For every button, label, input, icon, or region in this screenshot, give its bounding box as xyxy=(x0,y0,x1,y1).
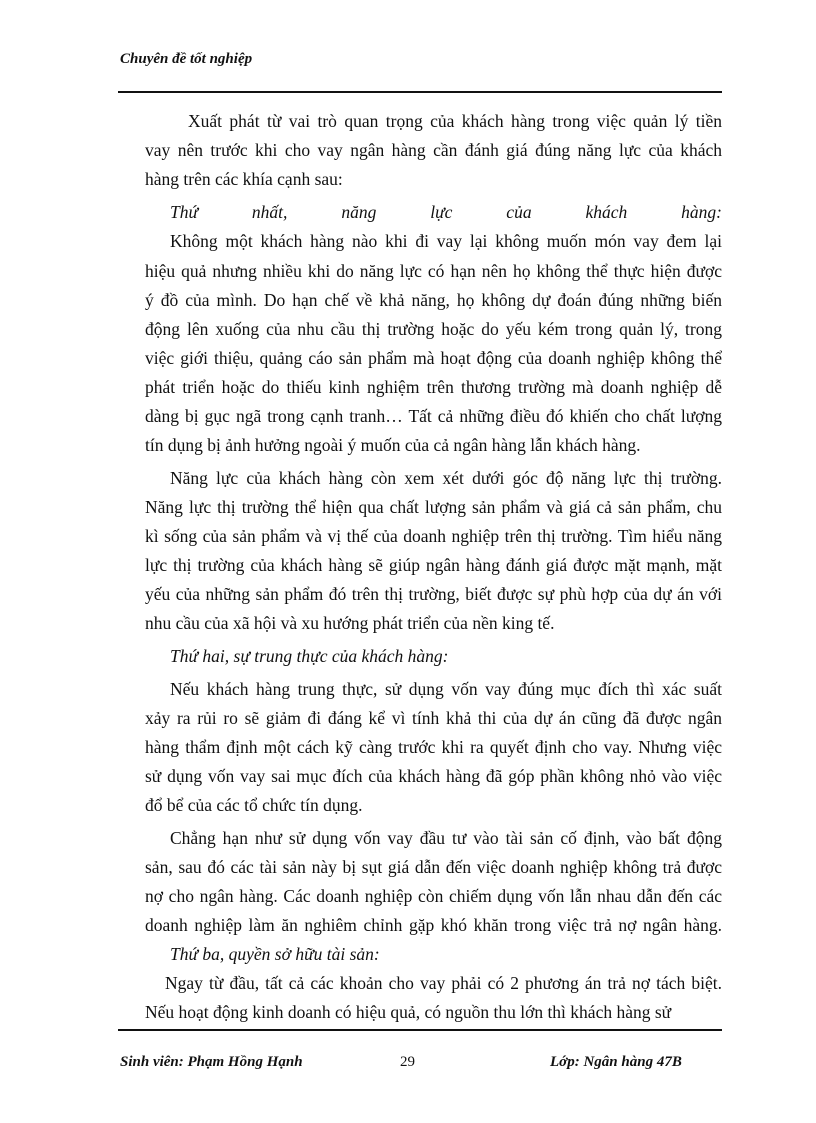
page-number: 29 xyxy=(400,1054,415,1070)
text-line: hàng trên các khía cạnh sau: xyxy=(145,169,343,189)
footer-class: Lớp: Ngân hàng 47B xyxy=(550,1054,682,1070)
text-line: xảy ra rủi ro sẽ giảm đi đáng kể vì tính khả thi của dự án cũng đã được ngân xyxy=(145,708,722,728)
section-heading: Thứ nhất, năng lực của khách hàng: xyxy=(170,202,722,222)
footer-student: Sinh viên: Phạm Hồng Hạnh xyxy=(120,1054,303,1070)
header-title: Chuyên đề tốt nghiệp xyxy=(120,51,253,67)
footer-rule xyxy=(118,1029,722,1031)
text-line: hiệu quả nhưng nhiều khi do năng lực có hạn nên họ không thể thực hiện được xyxy=(145,261,722,281)
section-heading: Thứ hai, sự trung thực của khách hàng: xyxy=(170,646,449,666)
text-line: Ngay từ đầu, tất cả các khoản cho vay phải có 2 phương án trả nợ tách biệt. xyxy=(165,973,722,993)
text-line: Nếu khách hàng trung thực, sử dụng vốn vay đúng mục đích thì xác suất xyxy=(170,679,722,699)
text-line: nhu cầu của xã hội và xu hướng phát triển của nền king tế. xyxy=(145,613,555,633)
text-line: Chẳng hạn như sử dụng vốn vay đầu tư vào tài sản cố định, vào bất động xyxy=(170,828,722,848)
text-line: tín dụng bị ảnh hưởng ngoài ý muốn của cả ngân hàng lẫn khách hàng. xyxy=(145,435,641,455)
text-line: hàng thẩm định một cách kỹ càng trước khi ra quyết định cho vay. Nhưng việc xyxy=(145,737,722,757)
text-line: ý đồ của mình. Do hạn chế về khả năng, họ không dự đoán đúng những biến xyxy=(145,290,722,310)
text-line: phát triển hoặc do thiếu kinh nghiệm trên thương trường mà doanh nghiệp dễ xyxy=(145,377,722,397)
text-line: Không một khách hàng nào khi đi vay lại không muốn món vay đem lại xyxy=(170,231,722,251)
text-line: dàng bị gục ngã trong cạnh tranh… Tất cả những điều đó khiến cho chất lượng xyxy=(145,406,722,426)
text-line: doanh nghiệp làm ăn nghiêm chỉnh gặp khó khăn trong việc trả nợ ngân hàng. xyxy=(145,915,722,935)
text-line: nợ cho ngân hàng. Các doanh nghiệp còn chiếm dụng vốn lẫn nhau dẫn đến các xyxy=(145,886,722,906)
text-line: sử dụng vốn vay sai mục đích của khách hàng đã góp phần không nhỏ vào việc xyxy=(145,766,722,786)
text-line: lực thị trường của khách hàng sẽ giúp ngân hàng đánh giá được mặt mạnh, mặt xyxy=(145,555,722,575)
text-line: động lên xuống của nhu cầu thị trường hoặc do yếu kém trong quản lý, trong xyxy=(145,319,722,339)
text-line: yếu của những sản phẩm đó trên thị trường, biết được sự phù hợp của dự án với xyxy=(145,584,722,604)
text-line: Xuất phát từ vai trò quan trọng của khách hàng trong việc quản lý tiền xyxy=(188,111,722,131)
text-line: vay nên trước khi cho vay ngân hàng cần đánh giá đúng năng lực của khách xyxy=(145,140,722,160)
header-rule xyxy=(118,91,722,93)
text-line: đổ bể của các tổ chức tín dụng. xyxy=(145,795,363,815)
text-line: sản, sau đó các tài sản này bị sụt giá dẫn đến việc doanh nghiệp không trả được xyxy=(145,857,722,877)
text-line: việc giới thiệu, quảng cáo sản phẩm mà hoạt động của doanh nghiệp không thể xyxy=(145,348,722,368)
section-heading: Thứ ba, quyền sở hữu tài sản: xyxy=(170,944,380,964)
text-line: Năng lực thị trường thể hiện qua chất lượng sản phẩm và giá cả sản phẩm, chu xyxy=(145,497,722,517)
text-line: kì sống của sản phẩm và vị thế của doanh nghiệp trên thị trường. Tìm hiểu năng xyxy=(145,526,722,546)
text-line: Nếu hoạt động kinh doanh có hiệu quả, có nguồn thu lớn thì khách hàng sử xyxy=(145,1002,672,1022)
text-line: Năng lực của khách hàng còn xem xét dưới góc độ năng lực thị trường. xyxy=(170,468,722,488)
